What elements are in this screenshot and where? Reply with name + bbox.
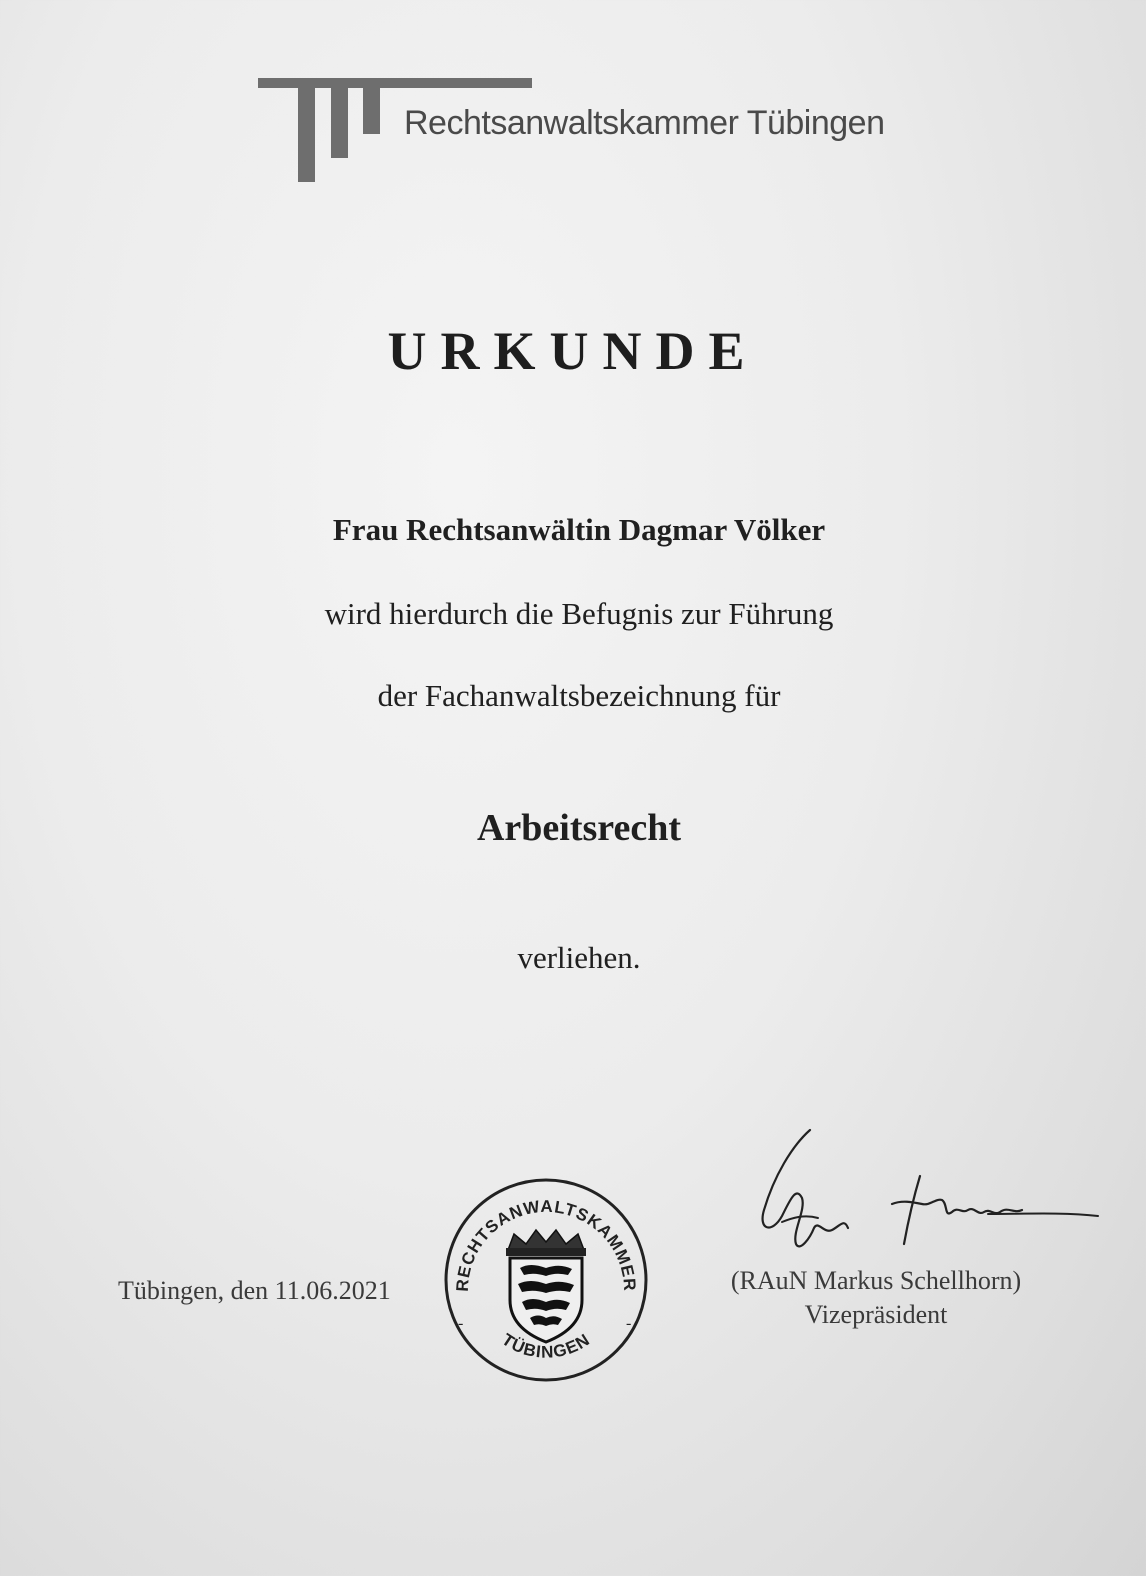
- organization-name: Rechtsanwaltskammer Tübingen: [404, 104, 885, 142]
- svg-text:TÜBINGEN: TÜBINGEN: [498, 1329, 594, 1362]
- svg-text:RECHTSANWALTSKAMMER: RECHTSANWALTSKAMMER: [452, 1196, 640, 1293]
- handwritten-signature: [752, 1126, 1112, 1266]
- body-text-line-3: verliehen.: [517, 940, 641, 975]
- body-text-line-2: der Fachanwaltsbezeichnung für: [377, 678, 781, 713]
- recipient-name: Frau Rechtsanwältin Dagmar Völker: [332, 512, 826, 547]
- place-and-date: Tübingen, den 11.06.2021: [118, 1276, 391, 1305]
- svg-text:-: -: [458, 1315, 464, 1332]
- svg-text:-: -: [626, 1315, 632, 1332]
- body-text-line-1: wird hierdurch die Befugnis zur Führung: [324, 596, 834, 631]
- signer-name: (RAuN Markus Schellhorn): [730, 1266, 1022, 1295]
- specialization-subject: Arbeitsrecht: [476, 807, 681, 849]
- official-seal-icon: [438, 1172, 654, 1388]
- rak-bars-logo-icon: [258, 76, 408, 186]
- document-title: URKUNDE: [387, 321, 759, 381]
- signer-role: Vizepräsident: [804, 1300, 948, 1329]
- logo-top-bar: [258, 76, 538, 90]
- organization-logo: [258, 76, 885, 186]
